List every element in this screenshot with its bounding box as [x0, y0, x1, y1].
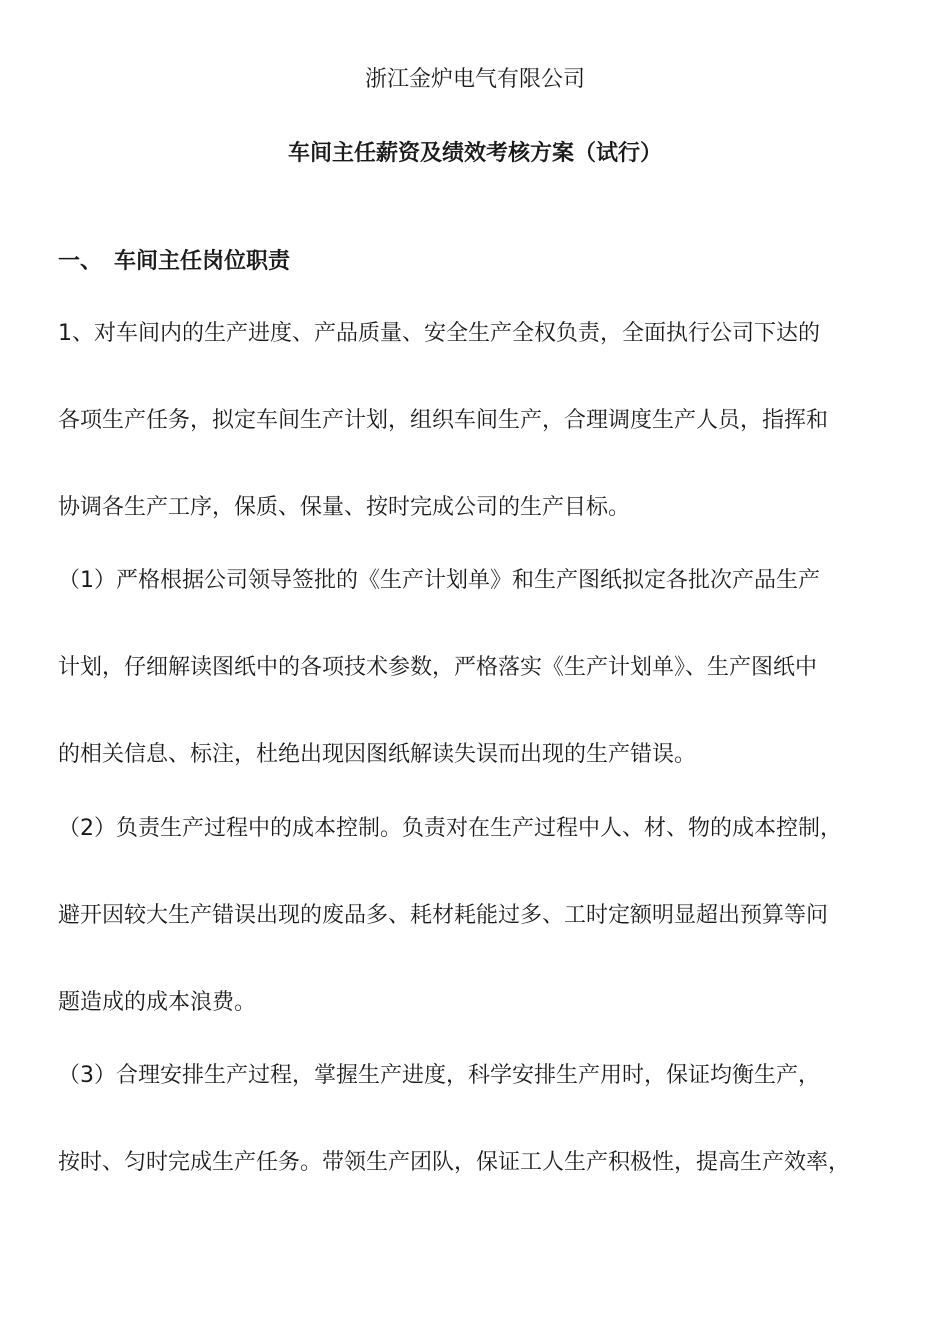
- paragraph-line: 计划，仔细解读图纸中的各项技术参数，严格落实《生产计划单》、生产图纸中: [58, 655, 818, 680]
- section-number: 一、: [58, 249, 103, 274]
- paragraph-line: 题造成的成本浪费。: [58, 990, 257, 1015]
- paragraph-line: （3）合理安排生产过程，掌握生产进度，科学安排生产用时，保证均衡生产，: [58, 1063, 820, 1088]
- paragraph-line: 避开因较大生产错误出现的废品多、耗材耗能过多、工时定额明显超出预算等问: [58, 903, 829, 928]
- paragraph-line: 的相关信息、标注，杜绝出现因图纸解读失误而出现的生产错误。: [58, 742, 697, 767]
- document-title: 车间主任薪资及绩效考核方案（试行）: [287, 141, 662, 166]
- paragraph-line: 1、对车间内的生产进度、产品质量、安全生产全权负责，全面执行公司下达的: [58, 321, 820, 346]
- paragraph-line: 各项生产任务，拟定车间生产计划，组织车间生产，合理调度生产人员，指挥和: [58, 408, 829, 433]
- company-name: 浙江金炉电气有限公司: [364, 67, 585, 92]
- section-title: 车间主任岗位职责: [114, 249, 291, 274]
- paragraph-line: 按时、匀时完成生产任务。带领生产团队，保证工人生产积极性，提高生产效率，: [58, 1150, 851, 1175]
- paragraph-line: （1）严格根据公司领导签批的《生产计划单》和生产图纸拟定各批次产品生产: [58, 568, 820, 593]
- paragraph-line: 协调各生产工序，保质、保量、按时完成公司的生产目标。: [58, 495, 631, 520]
- paragraph-line: （2）负责生产过程中的成本控制。负责对在生产过程中人、材、物的成本控制，: [58, 816, 842, 841]
- section-heading: [58, 246, 290, 278]
